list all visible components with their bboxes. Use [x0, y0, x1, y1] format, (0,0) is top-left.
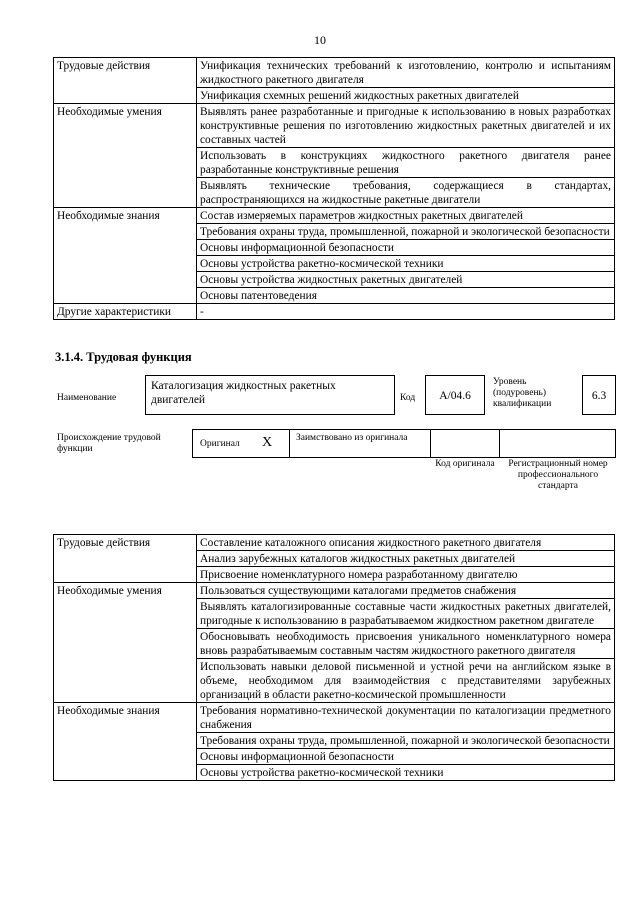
borrowed-box — [289, 429, 431, 458]
section-title: 3.1.4. Трудовая функция — [55, 350, 192, 364]
level-value: 6.3 — [591, 390, 607, 402]
function-name-box — [145, 375, 395, 415]
level-box — [582, 375, 616, 415]
original-code-box — [430, 429, 500, 458]
requirement-item: Основы устройства ракетно-космической техники — [197, 765, 615, 781]
requirement-item: Составление каталожного описания жидкостного ракетного двигателя — [197, 535, 615, 551]
original-label: Оригинал — [200, 439, 240, 449]
requirement-item: Основы устройства ракетно-космической техники — [197, 256, 615, 272]
reg-caption: Регистрационный номер профессионального стандарта — [508, 459, 608, 491]
requirement-item: Выявлять ранее разработанные и пригодные к использованию в новых разработках конструктивные решения по изготовлению жидкостных ракетных двигателей и их составных частей — [197, 104, 615, 148]
table-row — [54, 58, 615, 88]
code-value: A/04.6 — [439, 390, 471, 402]
requirement-item: Анализ зарубежных каталогов жидкостных ракетных двигателей — [197, 551, 615, 567]
group-label: Трудовые действия — [54, 58, 197, 104]
reg-number-box — [499, 429, 616, 458]
requirement-item: Выявлять технические требования, содержащиеся в стандартах, распространяющихся на жидкостные ракетные двигатели — [197, 178, 615, 208]
requirements-table-1 — [53, 57, 615, 320]
original-box — [192, 429, 290, 458]
requirement-item: Унификация схемных решений жидкостных ракетных двигателей — [197, 88, 615, 104]
requirement-item: Унификация технических требований к изготовлению, контролю и испытаниям жидкостного ракетного двигателя — [197, 58, 615, 88]
requirements-table-2 — [53, 534, 615, 781]
group-label: Необходимые знания — [54, 208, 197, 304]
table-row — [54, 535, 615, 551]
group-label: Другие характеристики — [54, 304, 197, 320]
table-row — [54, 208, 615, 224]
table-row — [54, 104, 615, 148]
group-label: Трудовые действия — [54, 535, 197, 583]
origin-label: Происхождение трудовой функции — [57, 433, 161, 454]
code-caption: Код оригинала — [435, 459, 495, 469]
level-label: Уровень (подуровень) квалификации — [493, 377, 552, 409]
group-label: Необходимые умения — [54, 104, 197, 208]
requirement-item: Обосновывать необходимость присвоения уникального номенклатурного номера вновь разрабатываемым составным частям жидкостного ракетного двигателя — [197, 629, 615, 659]
requirement-item: Выявлять каталогизированные составные части жидкостных ракетных двигателей, пригодные к использованию в разрабатываемом жидкостном ракетном двигателе — [197, 599, 615, 629]
code-label: Код — [400, 393, 416, 403]
table-row — [54, 304, 615, 320]
table-row — [54, 583, 615, 599]
requirement-item: Использовать в конструкциях жидкостного ракетного двигателя ранее разработанные конструктивные решения — [197, 148, 615, 178]
group-label: Необходимые знания — [54, 703, 197, 781]
original-mark: X — [262, 435, 273, 450]
page-number: 10 — [314, 33, 326, 47]
name-label: Наименование — [57, 393, 117, 403]
requirement-item: Использовать навыки деловой письменной и устной речи на английском языке в объеме, необходимом для взаимодействия с представителями зарубежных организаций в области ракетно-космической промышленности — [197, 659, 615, 703]
requirement-item: Основы патентоведения — [197, 288, 615, 304]
requirement-item: Требования нормативно-технической документации по каталогизации предметного снабжения — [197, 703, 615, 733]
requirement-item: - — [197, 304, 615, 320]
requirement-item: Пользоваться существующими каталогами предметов снабжения — [197, 583, 615, 599]
requirement-item: Состав измеряемых параметров жидкостных ракетных двигателей — [197, 208, 615, 224]
table-row — [54, 703, 615, 733]
borrowed-label: Заимствовано из оригинала — [296, 433, 408, 443]
requirement-item: Основы информационной безопасности — [197, 749, 615, 765]
requirement-item: Требования охраны труда, промышленной, пожарной и экологической безопасности — [197, 224, 615, 240]
group-label: Необходимые умения — [54, 583, 197, 703]
code-box — [425, 375, 485, 415]
requirement-item: Требования охраны труда, промышленной, пожарной и экологической безопасности — [197, 733, 615, 749]
requirement-item: Основы устройства жидкостных ракетных двигателей — [197, 272, 615, 288]
requirement-item: Основы информационной безопасности — [197, 240, 615, 256]
function-name-value: Каталогизация жидкостных ракетных двигателей — [151, 380, 336, 406]
requirement-item: Присвоение номенклатурного номера разработанному двигателю — [197, 567, 615, 583]
